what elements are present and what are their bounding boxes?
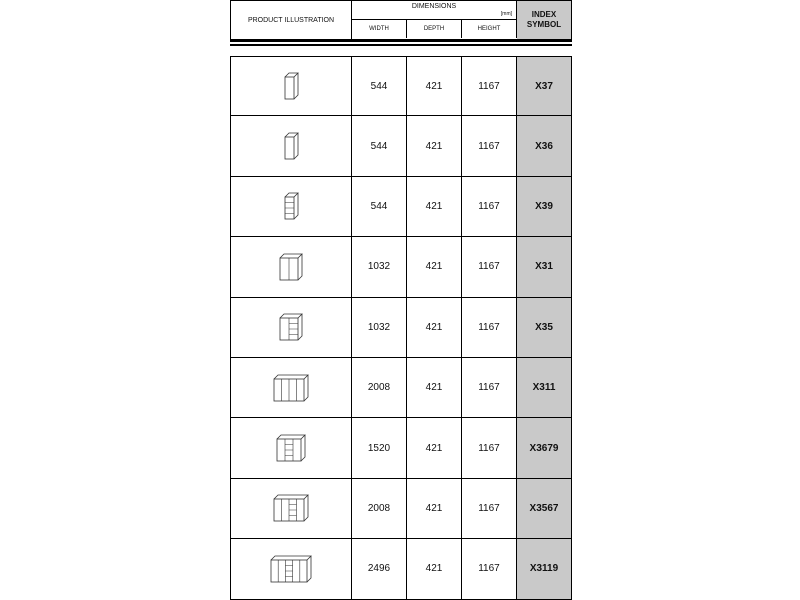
index-symbol-cell: X3679 xyxy=(517,418,571,477)
index-symbol-cell: X311 xyxy=(517,358,571,417)
product-illustration-cell xyxy=(231,418,352,477)
index-symbol-header xyxy=(517,1,571,39)
table-row xyxy=(230,418,572,478)
index-symbol-cell: X3567 xyxy=(517,479,571,538)
table-row xyxy=(230,358,572,418)
depth-cell: 421 xyxy=(407,479,462,538)
product-table xyxy=(230,56,572,600)
height-cell: 1167 xyxy=(462,57,517,115)
width-cell: 1520 xyxy=(352,418,407,477)
cabinet-double-door-icon xyxy=(279,253,303,281)
height-cell: 1167 xyxy=(462,418,517,477)
width-cell: 2008 xyxy=(352,358,407,417)
product-illustration-cell xyxy=(231,358,352,417)
height-cell: 1167 xyxy=(462,116,517,175)
depth-cell: 421 xyxy=(407,57,462,115)
index-symbol-cell: X39 xyxy=(517,177,571,236)
table-header xyxy=(230,0,572,40)
height-cell: 1167 xyxy=(462,358,517,417)
depth-cell: 421 xyxy=(407,116,462,175)
unit-label: [mm] xyxy=(500,11,512,17)
index-label: INDEX xyxy=(531,10,557,19)
table-row xyxy=(230,237,572,297)
index-symbol-cell: X35 xyxy=(517,298,571,357)
product-illustration-cell xyxy=(231,177,352,236)
cabinet-single-door-icon xyxy=(284,72,299,100)
table-row xyxy=(230,56,572,116)
cabinet-three-section-icon xyxy=(276,434,306,462)
depth-cell: 421 xyxy=(407,177,462,236)
height-cell: 1167 xyxy=(462,298,517,357)
table-row xyxy=(230,539,572,599)
width-cell: 1032 xyxy=(352,298,407,357)
depth-cell: 421 xyxy=(407,539,462,598)
table-row xyxy=(230,479,572,539)
cabinet-double-door-open-icon xyxy=(279,313,303,341)
cabinet-five-section-icon xyxy=(270,555,312,583)
cabinet-drawers-icon xyxy=(284,192,299,220)
header-divider-bottom xyxy=(230,44,572,46)
product-illustration-cell xyxy=(231,539,352,598)
width-cell: 544 xyxy=(352,116,407,175)
depth-cell: 421 xyxy=(407,418,462,477)
width-cell: 2008 xyxy=(352,479,407,538)
height-cell: 1167 xyxy=(462,479,517,538)
product-illustration-cell xyxy=(231,57,352,115)
table-row xyxy=(230,177,572,237)
width-cell: 544 xyxy=(352,57,407,115)
product-illustration-cell xyxy=(231,479,352,538)
height-cell: 1167 xyxy=(462,539,517,598)
symbol-label: SYMBOL xyxy=(526,20,562,29)
width-header: WIDTH xyxy=(352,20,407,38)
width-cell: 2496 xyxy=(352,539,407,598)
height-cell: 1167 xyxy=(462,177,517,236)
height-header: HEIGHT xyxy=(462,20,517,38)
depth-cell: 421 xyxy=(407,237,462,296)
depth-header: DEPTH xyxy=(407,20,462,38)
index-symbol-cell: X31 xyxy=(517,237,571,296)
width-cell: 544 xyxy=(352,177,407,236)
product-illustration-header: PRODUCT ILLUSTRATION xyxy=(231,1,352,39)
product-illustration-cell xyxy=(231,237,352,296)
product-illustration-cell xyxy=(231,116,352,175)
cabinet-four-door-icon xyxy=(273,374,309,402)
depth-cell: 421 xyxy=(407,358,462,417)
width-cell: 1032 xyxy=(352,237,407,296)
product-illustration-cell xyxy=(231,298,352,357)
cabinet-four-section-icon xyxy=(273,494,309,522)
index-symbol-cell: X36 xyxy=(517,116,571,175)
depth-cell: 421 xyxy=(407,298,462,357)
height-cell: 1167 xyxy=(462,237,517,296)
table-row xyxy=(230,116,572,176)
dimensions-header xyxy=(352,1,517,20)
cabinet-single-door-icon xyxy=(284,132,299,160)
header-divider-top xyxy=(230,40,572,42)
table-row xyxy=(230,298,572,358)
dimensions-label: DIMENSIONS xyxy=(411,3,457,10)
index-symbol-cell: X3119 xyxy=(517,539,571,598)
index-symbol-cell: X37 xyxy=(517,57,571,115)
